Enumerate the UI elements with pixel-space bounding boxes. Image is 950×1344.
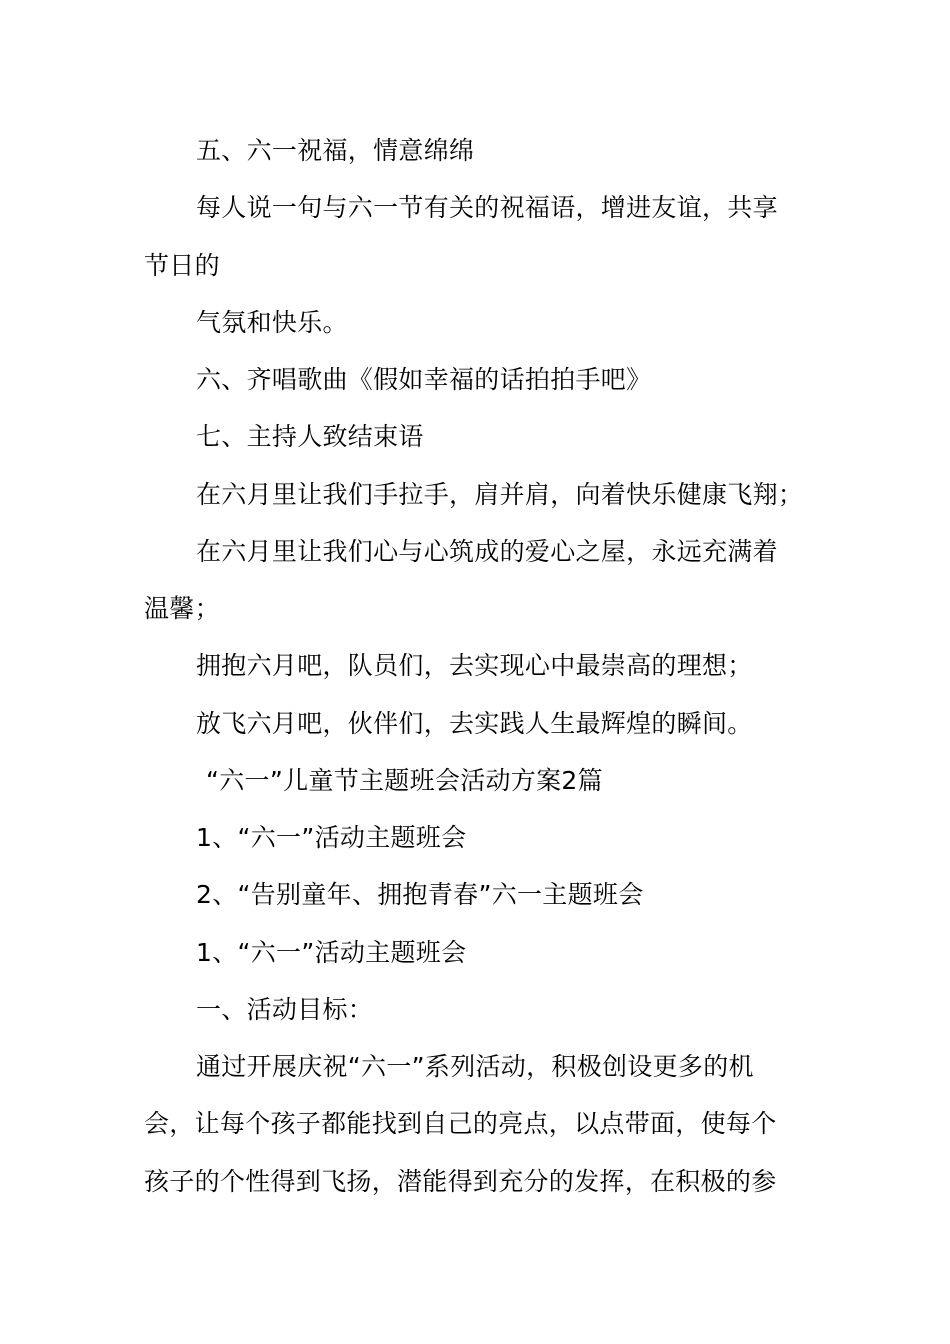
paragraph-line: 温馨；: [144, 594, 220, 623]
toc-item: 1、“六一”活动主题班会: [196, 823, 467, 852]
paragraph-line: 孩子的个性得到飞扬，潜能得到充分的发挥，在积极的参: [144, 1167, 777, 1196]
section-heading-5: 五、六一祝福，情意绵绵: [196, 136, 475, 165]
paragraph-line: 拥抱六月吧，队员们，去实现心中最崇高的理想；: [196, 651, 753, 680]
paragraph-line: 放飞六月吧，伙伴们，去实践人生最辉煌的瞬间。: [196, 709, 753, 738]
paragraph-line: 会，让每个孩子都能找到自己的亮点，以点带面，使每个: [144, 1109, 777, 1138]
paragraph-line: 节日的: [144, 251, 220, 280]
document-title: “六一”儿童节主题班会活动方案2篇: [206, 766, 603, 795]
section-heading-7: 七、主持人致结束语: [196, 422, 424, 451]
toc-item: 2、“告别童年、拥抱青春”六一主题班会: [196, 880, 644, 909]
subsection-heading: 1、“六一”活动主题班会: [196, 938, 467, 967]
paragraph-line: 通过开展庆祝“六一”系列活动，积极创设更多的机: [196, 1052, 754, 1081]
paragraph-line: 在六月里让我们手拉手，肩并肩，向着快乐健康飞翔；: [196, 480, 804, 509]
section-heading-6: 六、齐唱歌曲《假如幸福的话拍拍手吧》: [196, 365, 652, 394]
section-heading-1: 一、活动目标：: [196, 995, 374, 1024]
paragraph-line: 在六月里让我们心与心筑成的爱心之屋，永远充满着: [196, 537, 778, 566]
paragraph-line: 气氛和快乐。: [196, 308, 348, 337]
paragraph-line: 每人说一句与六一节有关的祝福语，增进友谊，共享: [196, 193, 778, 222]
